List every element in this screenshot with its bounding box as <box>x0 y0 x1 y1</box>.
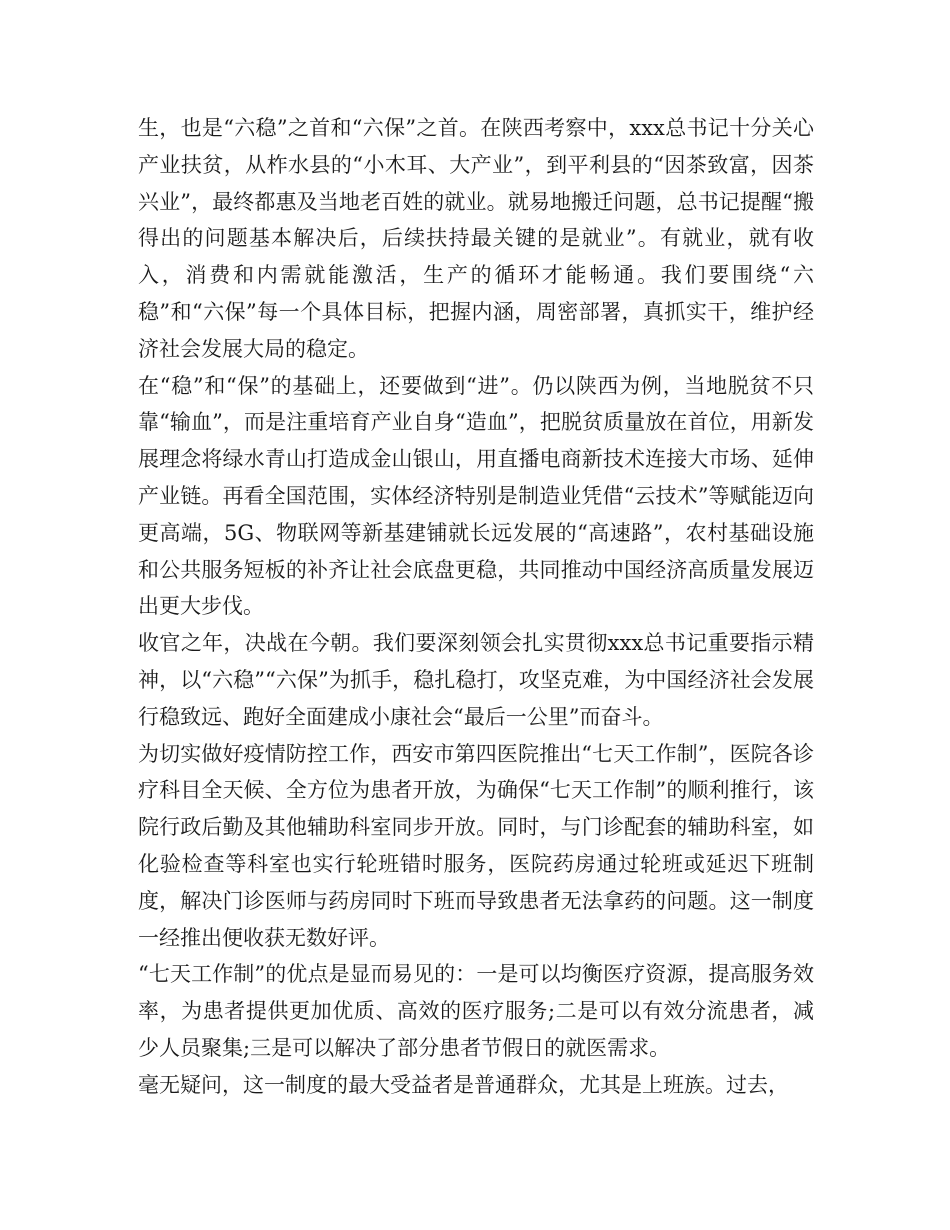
paragraph-2: 在“稳”和“保”的基础上，还要做到“进”。仍以陕西为例，当地脱贫不只靠“输血”，而是注重培育产业自身“造血”，把脱贫质量放在首位，用新发展理念将绿水青山打造成金山银山，用直播电商新技术连接大市场、延伸产业链。再看全国范围，实体经济特别是制造业凭借“云技术”等赋能迈向更高端，5G、物联网等新基建铺就长远发展的“高速路”，农村基础设施和公共服务短板的补齐让社会底盘更稳，共同推动中国经济高质量发展迈出更大步伐。 <box>138 373 814 619</box>
document-body <box>138 110 814 1104</box>
paragraph-4: 为切实做好疫情防控工作，西安市第四医院推出“七天工作制”，医院各诊疗科目全天候、全方位为患者开放，为确保“七天工作制”的顺利推行，该院行政后勤及其他辅助科室同步开放。同时，与门诊配套的辅助科室，如化验检查等科室也实行轮班错时服务，医院药房通过轮班或延迟下班制度，解决门诊医师与药房同时下班而导致患者无法拿药的问题。这一制度一经推出便收获无数好评。 <box>138 741 814 950</box>
paragraph-3: 收官之年，决战在今朝。我们要深刻领会扎实贯彻xxx总书记重要指示精神，以“六稳”“六保”为抓手，稳扎稳打，攻坚克难，为中国经济社会发展行稳致远、跑好全面建成小康社会“最后一公里”而奋斗。 <box>138 631 814 729</box>
paragraph-1: 生，也是“六稳”之首和“六保”之首。在陕西考察中，xxx总书记十分关心产业扶贫，从柞水县的“小木耳、大产业”，到平利县的“因茶致富，因茶兴业”，最终都惠及当地老百姓的就业。就易地搬迁问题，总书记提醒“搬得出的问题基本解决后，后续扶持最关键的是就业”。有就业，就有收入，消费和内需就能激活，生产的循环才能畅通。我们要围绕“六稳”和“六保”每一个具体目标，把握内涵，周密部署，真抓实干，维护经济社会发展大局的稳定。 <box>138 116 814 361</box>
paragraph-5: “七天工作制”的优点是显而易见的：一是可以均衡医疗资源，提高服务效率，为患者提供更加优质、高效的医疗服务;二是可以有效分流患者，减少人员聚集;三是可以解决了部分患者节假日的就医需求。 <box>138 962 814 1060</box>
paragraph-6: 毫无疑问，这一制度的最大受益者是普通群众，尤其是上班族。过去， <box>138 1072 789 1097</box>
